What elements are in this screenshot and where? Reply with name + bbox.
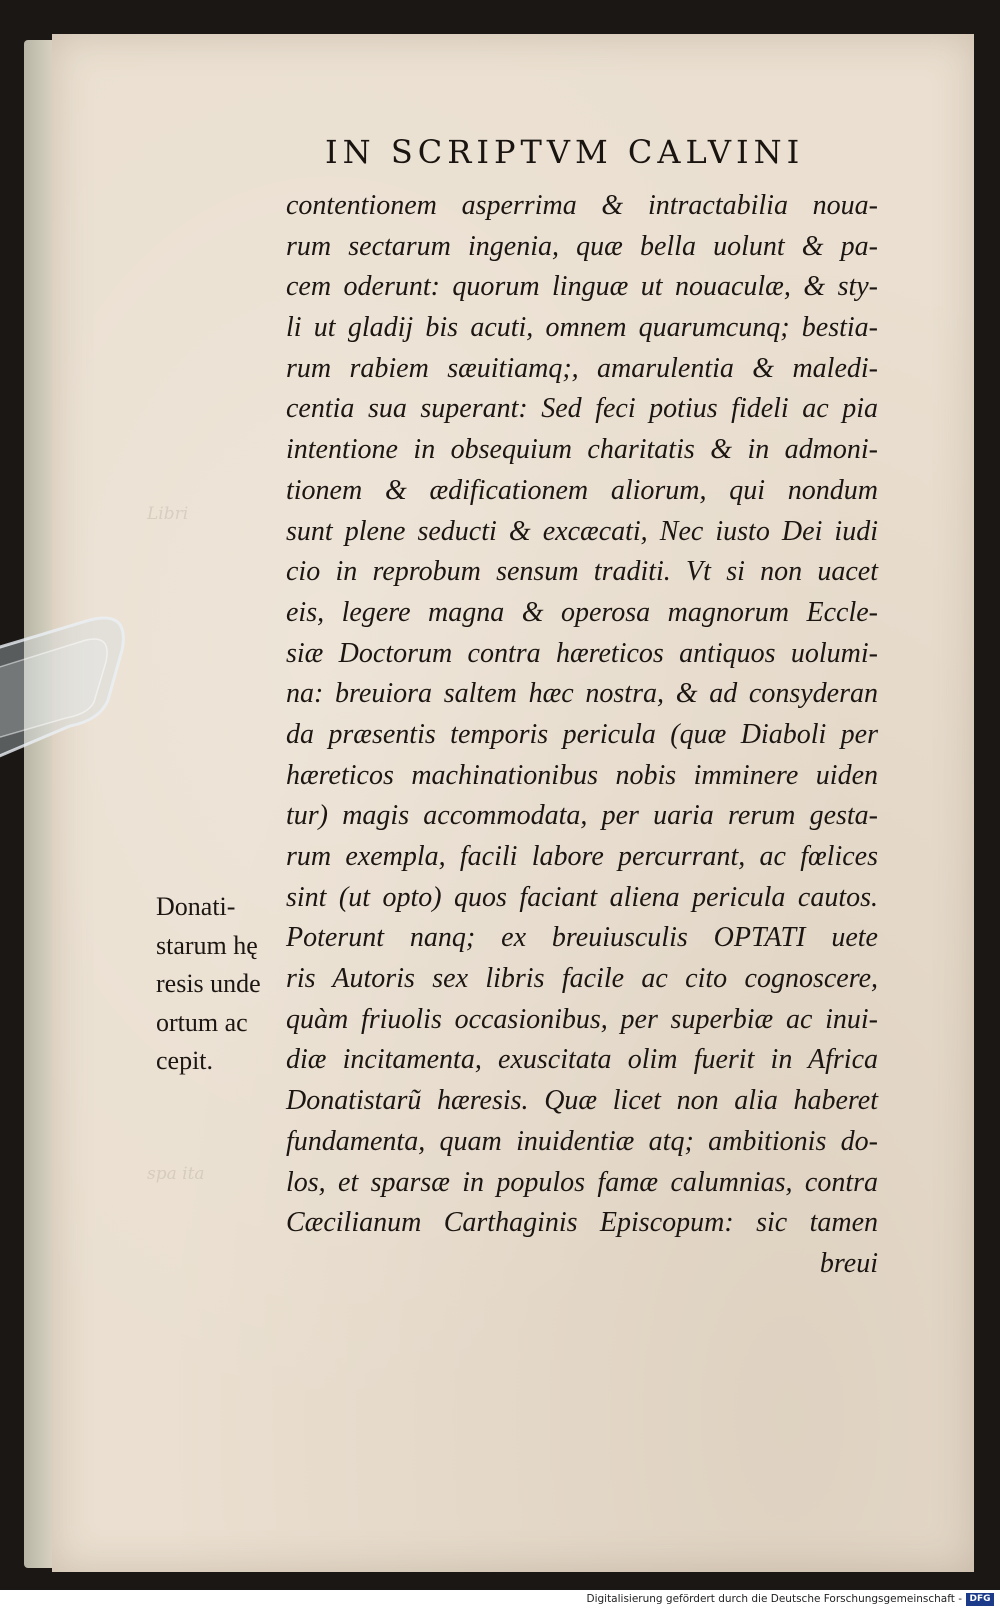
text-line: diæ incitamenta, exuscitata olim fuerit in Africa <box>286 1044 878 1076</box>
marginal-note-line: starum hę <box>156 930 258 960</box>
page-clip <box>0 610 134 790</box>
bleed-through-text: spa ita <box>147 1164 205 1184</box>
bleed-through-text: Libri <box>147 504 189 524</box>
text-line: rum sectarum ingenia, quæ bella uolunt & pa- <box>286 230 878 262</box>
text-line: hæreticos machinationibus nobis imminere uiden <box>286 759 878 791</box>
marginal-note <box>156 888 292 1081</box>
text-line: rum exempla, facili labore percurrant, ac fœlices <box>286 841 878 872</box>
text-line: ris Autoris sex libris facile ac cito cognoscere, <box>286 963 878 995</box>
text-line: cem oderunt: quorum linguæ ut nouaculæ, & sty- <box>286 271 878 303</box>
text-line: contentionem asperrima & intractabilia noua- <box>286 190 878 221</box>
text-line: eis, legere magna & operosa magnorum Eccle- <box>286 596 878 628</box>
marginal-note-line: resis unde <box>156 969 261 998</box>
running-head: IN SCRIPTVM CALVINI <box>325 133 805 171</box>
text-line: da præsentis temporis pericula (quæ Diaboli per <box>286 718 878 750</box>
footer-credit: Digitalisierung gefördert durch die Deutsche Forschungsgemeinschaft - <box>586 1593 962 1605</box>
text-line: Cæcilianum Carthaginis Episcopum: sic tamen <box>286 1207 878 1239</box>
text-line: rum rabiem sæuitiamq;, amarulentia & maledi- <box>286 352 878 384</box>
dfg-logo: DFG <box>966 1593 994 1606</box>
text-line: sint (ut opto) quos faciant aliena pericula cautos. <box>286 881 878 913</box>
marginal-note-line: ortum ac <box>156 1007 248 1037</box>
text-line: tur) magis accommodata, per uaria rerum gesta- <box>286 800 878 832</box>
text-line: los, et sparsæ in populos famæ calumnias, contra <box>286 1166 878 1198</box>
text-line: Donatistarũ hæresis. Quæ licet non alia haberet <box>286 1085 878 1117</box>
footer <box>0 1590 1000 1611</box>
text-line: li ut gladij bis acuti, omnem quarumcunq; bestia- <box>286 312 878 344</box>
text-line: fundamenta, quam inuidentiæ atq; ambitionis do- <box>286 1125 878 1157</box>
text-line: intentione in obsequium charitatis & in admoni- <box>286 434 878 466</box>
text-line: na: breuiora saltem hæc nostra, & ad consyderan <box>286 678 878 710</box>
text-line: breui <box>819 1247 878 1279</box>
text-line: sunt plene seducti & excæcati, Nec iusto Dei iudi <box>286 515 878 547</box>
text-line: tionem & ædificationem aliorum, qui nondum <box>286 474 878 506</box>
text-line: Poterunt nanq; ex breuiusculis OPTATI uete <box>286 922 878 954</box>
text-line: centia sua superant: Sed feci potius fideli ac pia <box>286 393 878 425</box>
marginal-note-line: cepit. <box>156 1046 214 1075</box>
text-line: cio in reprobum sensum traditi. Vt si non uacet <box>286 556 878 588</box>
text-line: quàm friuolis occasionibus, per superbiæ ac inui- <box>286 1003 878 1035</box>
text-line: siæ Doctorum contra hæreticos antiquos uolumi- <box>286 637 878 669</box>
marginal-note-line: Donati- <box>156 892 236 921</box>
main-text-block <box>286 186 878 1285</box>
